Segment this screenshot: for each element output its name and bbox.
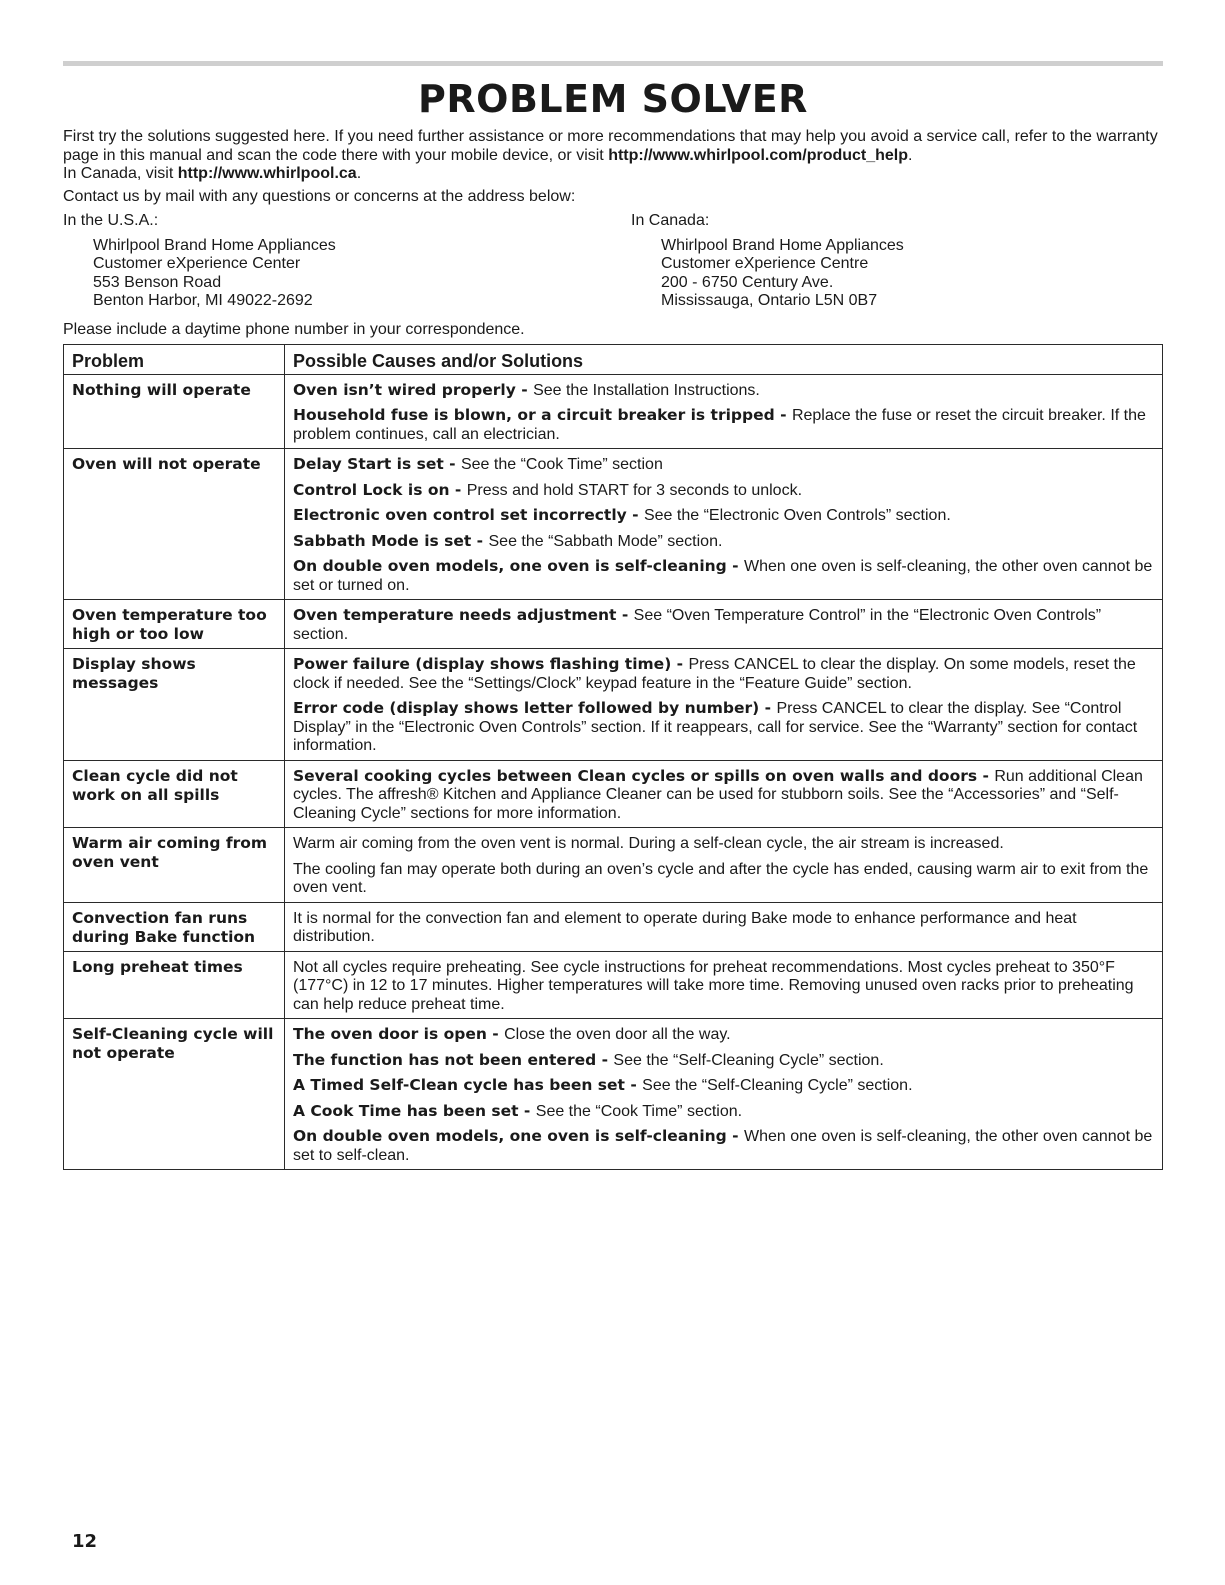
solution-item [293, 381, 1154, 401]
solution-item [293, 834, 1154, 854]
cause-label: Oven temperature needs adjustment - [293, 606, 634, 624]
cause-label: Sabbath Mode is set - [293, 531, 489, 550]
solution-text: Press CANCEL to clear the display. On some models, reset the clock if needed. See the “Settings/Clock” keypad feature in the “Feature Guide” section. [293, 656, 1136, 692]
solution-text: The cooling fan may operate both during an oven’s cycle and after the cycle has ended, causing warm air to exit from the oven vent. [293, 860, 1149, 896]
solution-item [293, 958, 1154, 1015]
solution-text: See the “Sabbath Mode” section. [488, 532, 723, 550]
problem-cell: Warm air coming from oven vent [64, 828, 285, 903]
page-number: 12 [72, 1531, 98, 1552]
solution-item [293, 767, 1154, 824]
cause-label: Delay Start is set - [293, 455, 461, 473]
address-line: Customer eXperience Center [93, 255, 301, 272]
cause-label: A Cook Time has been set - [293, 1101, 536, 1120]
problem-cell: Oven will not operate [64, 449, 285, 600]
solution-item [293, 1051, 1154, 1071]
solution-text: Replace the fuse or reset the circuit breaker. If the problem continues, call an electrician. [293, 407, 1146, 443]
solution-text: See the Installation Instructions. [533, 381, 760, 399]
problem-cell: Clean cycle did not work on all spills [64, 760, 285, 828]
cause-label: Error code (display shows letter followed by number) - [293, 699, 777, 717]
problem-cell: Oven temperature too high or too low [64, 600, 285, 649]
solution-item [293, 481, 1154, 501]
cause-label: The oven door is open - [293, 1025, 505, 1043]
address-line: Customer eXperience Centre [661, 255, 869, 272]
solution-text: See the “Cook Time” section. [535, 1102, 743, 1120]
solution-item [293, 406, 1154, 444]
cause-label: Power failure (display shows flashing time) - [293, 655, 689, 673]
solutions-cell [285, 760, 1163, 828]
address-line: Whirlpool Brand Home Appliances [661, 236, 904, 254]
solution-item [293, 1076, 1154, 1096]
cause-label: Several cooking cycles between Clean cycles or spills on oven walls and doors - [293, 766, 995, 785]
address-line: Benton Harbor, MI 49022-2692 [93, 292, 313, 309]
table-body [64, 374, 1163, 1170]
table-row [64, 902, 1163, 951]
solution-text: It is normal for the convection fan and element to operate during Bake mode to enhance performance and heat distribution. [293, 909, 1077, 945]
solution-item [293, 1102, 1154, 1122]
solutions-cell [285, 1019, 1163, 1170]
address-line: Mississauga, Ontario L5N 0B7 [661, 292, 878, 309]
cause-label: Oven isn’t wired properly - [293, 380, 534, 399]
table-row [64, 951, 1163, 1019]
solution-text: See the “Cook Time” section [460, 456, 663, 473]
solution-item [293, 860, 1154, 898]
contact-instructions: Contact us by mail with any questions or concerns at the address below: [63, 188, 576, 205]
solution-text: Not all cycles require preheating. See cycle instructions for preheat recommendations. Most cycles preheat to 350°F (177°C) in 12 to 17 minutes. Higher temperatures will take more time. Removing unused oven racks prior to preheating can help reduce preheat time. [293, 958, 1134, 1013]
solution-text: Press CANCEL to clear the display. See “Control Display” in the “Electronic Oven Controls” section. If it reappears, call for service. See the “Warranty” section for contact information. [293, 700, 1138, 754]
solution-text: See the “Self-Cleaning Cycle” section. [613, 1051, 884, 1069]
address-us-heading: In the U.S.A.: [63, 212, 159, 229]
solution-text: Warm air coming from the oven vent is normal. During a self-clean cycle, the air stream is increased. [293, 835, 1004, 852]
solution-text: See the “Self-Cleaning Cycle” section. [642, 1077, 913, 1094]
problem-cell: Display shows messages [64, 649, 285, 761]
solution-item [293, 909, 1154, 947]
table-row [64, 600, 1163, 649]
intro-paragraph: First try the solutions suggested here. If you need further assistance or more recommendations that may help you avoid a service call, refer to the warranty page in this manual and scan the code there with your mobile device, or visit http://www.whirlpool.com/product_help. In Canada, visit http://www.whirlpool.ca. [63, 128, 1158, 182]
solution-text: Run additional Clean cycles. The affresh® Kitchen and Appliance Cleaner can be used for stubborn soils. See the “Accessories” and “Self-Cleaning Cycle” sections for more information. [293, 767, 1143, 822]
solution-item [293, 1025, 1154, 1045]
solution-text: When one oven is self-cleaning, the other oven cannot be set to self-clean. [293, 1128, 1153, 1164]
solutions-cell [285, 828, 1163, 903]
solutions-cell [285, 649, 1163, 761]
address-canada-heading: In Canada: [631, 212, 710, 229]
solution-text: Press and hold START for 3 seconds to unlock. [466, 481, 803, 499]
cause-label: Household fuse is blown, or a circuit breaker is tripped - [293, 406, 792, 424]
address-line: 200 - 6750 Century Ave. [661, 273, 834, 291]
solution-item [293, 506, 1154, 526]
cause-label: On double oven models, one oven is self-cleaning - [293, 1127, 744, 1145]
solution-item [293, 655, 1154, 693]
cause-label: A Timed Self-Clean cycle has been set - [293, 1076, 643, 1094]
solutions-cell [285, 449, 1163, 600]
top-rule [63, 61, 1163, 66]
solution-text: When one oven is self-cleaning, the other oven cannot be set or turned on. [293, 558, 1153, 594]
address-canada [631, 212, 904, 311]
table-row [64, 374, 1163, 449]
page-title: PROBLEM SOLVER [418, 77, 808, 121]
table-row [64, 649, 1163, 761]
cause-label: Control Lock is on - [293, 480, 467, 499]
solutions-cell [285, 951, 1163, 1019]
problem-cell: Long preheat times [64, 951, 285, 1019]
problem-cell: Nothing will operate [64, 374, 285, 449]
problem-solver-table [63, 344, 1163, 1170]
column-header-problem: Problem [64, 345, 285, 375]
phone-note: Please include a daytime phone number in your correspondence. [63, 321, 525, 338]
solution-item [293, 1127, 1154, 1165]
solution-item [293, 455, 1154, 475]
table-row [64, 760, 1163, 828]
solution-text: See “Oven Temperature Control” in the “Electronic Oven Controls” section. [293, 607, 1102, 643]
cause-label: The function has not been entered - [293, 1050, 614, 1069]
table-row [64, 449, 1163, 600]
solution-item [293, 557, 1154, 595]
table-row [64, 1019, 1163, 1170]
solution-item [293, 606, 1154, 644]
intro-text: First try the solutions suggested here. If you need further assistance or more recommendations that may help you avoid a service call, refer to the warranty page in this manual and scan the code there with your mobile device, or visit [63, 128, 1158, 164]
intro-canada-text: In Canada, visit [63, 165, 178, 182]
solutions-cell [285, 600, 1163, 649]
solutions-cell [285, 374, 1163, 449]
solution-text: See the “Electronic Oven Controls” section. [643, 507, 951, 524]
solutions-cell [285, 902, 1163, 951]
problem-cell: Convection fan runs during Bake function [64, 902, 285, 951]
support-link-us[interactable]: http://www.whirlpool.com/product_help [608, 146, 909, 164]
solution-item [293, 532, 1154, 552]
address-us [63, 212, 336, 311]
solution-item [293, 699, 1154, 756]
address-line: 553 Benson Road [93, 273, 222, 291]
support-link-canada[interactable]: http://www.whirlpool.ca [177, 165, 357, 182]
address-line: Whirlpool Brand Home Appliances [93, 236, 336, 254]
problem-cell: Self-Cleaning cycle will not operate [64, 1019, 285, 1170]
cause-label: On double oven models, one oven is self-cleaning - [293, 557, 744, 575]
solution-text: Close the oven door all the way. [504, 1026, 731, 1043]
table-row [64, 828, 1163, 903]
column-header-solutions: Possible Causes and/or Solutions [285, 345, 1163, 375]
table-header-row [64, 345, 1163, 375]
cause-label: Electronic oven control set incorrectly - [293, 506, 644, 524]
